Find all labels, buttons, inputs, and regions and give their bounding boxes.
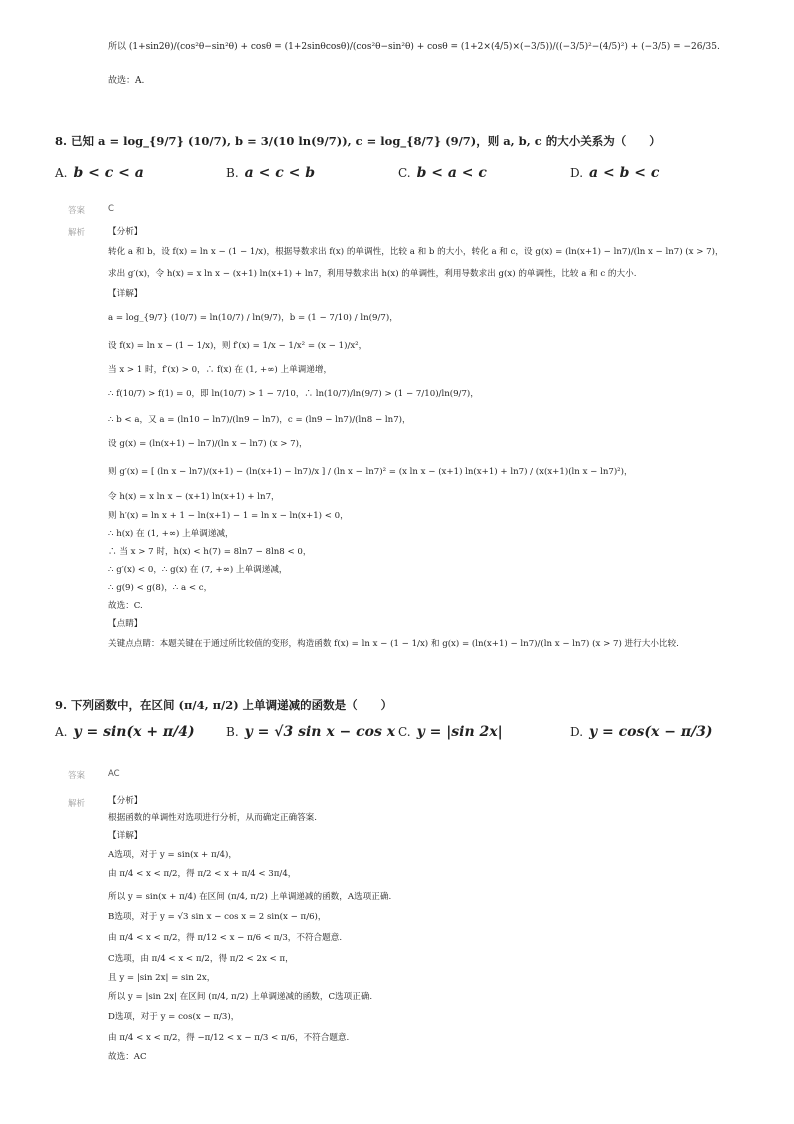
q9-line: 【详解】: [108, 831, 143, 841]
q8-line: 【分析】: [108, 227, 143, 237]
q9-line: D选项，对于 y = cos(x − π/3)，: [108, 1012, 240, 1022]
q8-stem-text: 已知 a = log_{9/7} (10/7), b = 3/(10 ln(9/7)), c = log_{8/7} (9/7)，则 a, b, c 的大小关系为（ ）: [71, 134, 661, 148]
q9-answer-value: AC: [108, 769, 120, 779]
q8-answer-value: C: [108, 204, 114, 214]
q9-line: B选项，对于 y = √3 sin x − cos x = 2 sin(x − π/6)，: [108, 912, 327, 922]
q8-line: 【详解】: [108, 289, 143, 299]
q8-line: ∴ g(9) < g(8)，∴ a < c，: [108, 583, 213, 593]
q8-line: a = log_{9/7} (10/7) = ln(10/7) / ln(9/7)，b = (1 − 7/10) / ln(9/7)，: [108, 313, 398, 323]
q9-line: 故选：AC: [108, 1052, 147, 1062]
q8-option-b: B. a < c < b: [226, 165, 315, 181]
q8-answer-label: 答案: [68, 206, 86, 216]
q8-number: 8.: [55, 134, 68, 148]
q9-stem-text: 下列函数中，在区间 (π/4, π/2) 上单调递减的函数是（ ）: [71, 698, 393, 712]
q8-option-d: D. a < b < c: [570, 165, 660, 181]
q8-line: 求出 g′(x)，令 h(x) = x ln x − (x+1) ln(x+1) + ln7，利用导数求出 h(x) 的单调性，利用导数求出 g(x) 的单调性，比较 a 和 c 的大小.: [108, 269, 637, 279]
q9-option-c: C. y = |sin 2x|: [398, 724, 503, 740]
q8-line: 则 g′(x) = [ (ln x − ln7)/(x+1) − (ln(x+1) − ln7)/x ] / (ln x − ln7)² = (x ln x − (x+1) ln(x+1) + ln7) / (x(x+1)(ln x − ln7)²)，: [108, 467, 633, 477]
q9-option-b: B. y = √3 sin x − cos x: [226, 724, 396, 740]
q8-line: 转化 a 和 b，设 f(x) = ln x − (1 − 1/x)，根据导数求出 f(x) 的单调性，比较 a 和 b 的大小，转化 a 和 c，设 g(x) = (ln(x+1) − ln7)/(ln x − ln7) (x > 7)，: [108, 247, 724, 257]
q8-line: ∴ h(x) 在 (1, +∞) 上单调递减，: [108, 529, 234, 539]
q9-line: 且 y = |sin 2x| = sin 2x，: [108, 973, 216, 983]
q8-line: 当 x > 1 时，f′(x) > 0，∴ f(x) 在 (1, +∞) 上单调递增，: [108, 365, 333, 375]
q8-line: 令 h(x) = x ln x − (x+1) ln(x+1) + ln7，: [108, 492, 280, 502]
q8-line: ∴ 当 x > 7 时，h(x) < h(7) = 8ln7 − 8ln8 < 0，: [108, 547, 312, 557]
q8-line: ∴ g′(x) < 0，∴ g(x) 在 (7, +∞) 上单调递减，: [108, 565, 288, 575]
q8-analysis-label: 解析: [68, 228, 86, 238]
q8-option-c: C. b < a < c: [398, 165, 487, 181]
q9-line: A选项，对于 y = sin(x + π/4)，: [108, 850, 237, 860]
q9-line: 由 π/4 < x < π/2，得 −π/12 < x − π/3 < π/6，不符合题意.: [108, 1033, 350, 1043]
q9-line: 由 π/4 < x < π/2，得 π/12 < x − π/6 < π/3，不符合题意.: [108, 933, 343, 943]
q8-line: 则 h′(x) = ln x + 1 − ln(x+1) − 1 = ln x − ln(x+1) < 0，: [108, 511, 349, 521]
q9-line: 所以 y = |sin 2x| 在区间 (π/4, π/2) 上单调递减的函数，C选项正确.: [108, 992, 373, 1002]
top-conclusion: 故选：A.: [108, 76, 145, 86]
q8-option-a: A. b < c < a: [55, 165, 144, 181]
q8-stem: [55, 133, 661, 149]
q9-analysis-label: 解析: [68, 799, 86, 809]
q9-line: 由 π/4 < x < π/2，得 π/2 < x + π/4 < 3π/4，: [108, 869, 297, 879]
q9-line: 根据函数的单调性对选项进行分析，从而确定正确答案.: [108, 813, 317, 823]
q9-line: 所以 y = sin(x + π/4) 在区间 (π/4, π/2) 上单调递减的函数，A选项正确.: [108, 892, 392, 902]
top-formula: 所以 (1+sin2θ)/(cos²θ−sin²θ) + cosθ = (1+2sinθcosθ)/(cos²θ−sin²θ) + cosθ = (1+2×(4/5)×(−3/5))/((−3/5)²−(4/5)²) + (−3/5) = −26/35.: [108, 42, 720, 52]
q8-line: 设 g(x) = (ln(x+1) − ln7)/(ln x − ln7) (x > 7)，: [108, 439, 308, 449]
q8-line: ∴ f(10/7) > f(1) = 0，即 ln(10/7) > 1 − 7/10，∴ ln(10/7)/ln(9/7) > (1 − 7/10)/ln(9/7)，: [108, 389, 479, 399]
q9-stem: [55, 697, 392, 713]
q9-line: 【分析】: [108, 796, 143, 806]
q8-line: 【点睛】: [108, 619, 143, 629]
q9-line: C选项，由 π/4 < x < π/2，得 π/2 < 2x < π，: [108, 954, 294, 964]
q9-answer-label: 答案: [68, 771, 86, 781]
q9-number: 9.: [55, 698, 68, 712]
q9-option-d: D. y = cos(x − π/3): [570, 724, 713, 740]
q9-option-a: A. y = sin(x + π/4): [55, 724, 195, 740]
q8-line: 故选：C.: [108, 601, 143, 611]
q8-line: 设 f(x) = ln x − (1 − 1/x)，则 f′(x) = 1/x − 1/x² = (x − 1)/x²，: [108, 341, 368, 351]
q8-line: ∴ b < a，又 a = (ln10 − ln7)/(ln9 − ln7)，c = (ln9 − ln7)/(ln8 − ln7)，: [108, 415, 411, 425]
q8-line: 关键点点睛：本题关键在于通过所比较值的变形，构造函数 f(x) = ln x − (1 − 1/x) 和 g(x) = (ln(x+1) − ln7)/(ln x − ln7) (x > 7) 进行大小比较.: [108, 639, 679, 649]
